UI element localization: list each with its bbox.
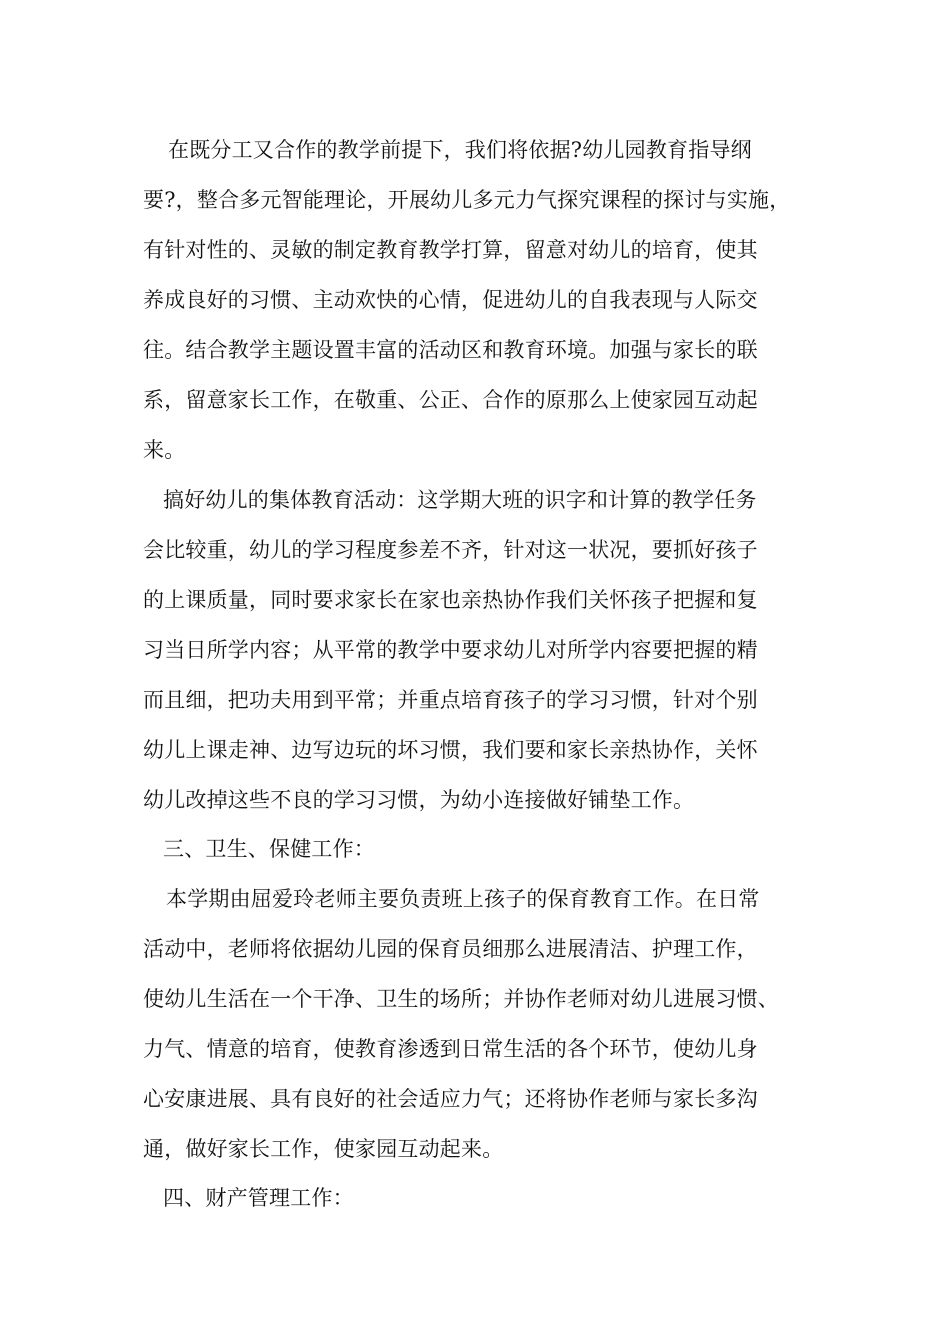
paragraph-3-line-5: 心安康进展、具有良好的社会适应力气；还将协作老师与家长多沟: [143, 1087, 758, 1111]
paragraph-1-line-3: 有针对性的、灵敏的制定教育教学打算，留意对幼儿的培育，使其: [143, 238, 758, 262]
paragraph-2-line-1: 搞好幼儿的集体教育活动：这学期大班的识字和计算的教学任务: [163, 488, 757, 512]
paragraph-3-line-4: 力气、情意的培育，使教育渗透到日常生活的各个环节，使幼儿身: [143, 1037, 758, 1061]
paragraph-1-line-2: 要?，整合多元智能理论，开展幼儿多元力气探究课程的探讨与实施，: [143, 188, 791, 212]
paragraph-3-line-1: 本学期由屈爱玲老师主要负责班上孩子的保育教育工作。在日常: [166, 887, 760, 911]
paragraph-2-line-6: 幼儿上课走神、边写边玩的坏习惯，我们要和家长亲热协作，关怀: [143, 738, 758, 762]
paragraph-1-line-7: 来。: [143, 438, 186, 462]
paragraph-2-line-3: 的上课质量，同时要求家长在家也亲热协作我们关怀孩子把握和复: [143, 588, 758, 612]
paragraph-3-line-2: 活动中，老师将依据幼儿园的保育员细那么进展清洁、护理工作，: [143, 937, 758, 961]
section-heading-hygiene: 三、卫生、保健工作：: [163, 837, 375, 861]
paragraph-1-line-1: 在既分工又合作的教学前提下，我们将依据?幼儿园教育指导纲: [168, 138, 752, 162]
paragraph-3-line-6: 通，做好家长工作，使家园互动起来。: [143, 1137, 504, 1161]
paragraph-2-line-7: 幼儿改掉这些不良的学习习惯，为幼小连接做好铺垫工作。: [143, 788, 695, 812]
paragraph-1-line-5: 往。结合教学主题设置丰富的活动区和教育环境。加强与家长的联: [143, 338, 758, 362]
paragraph-2-line-2: 会比较重，幼儿的学习程度参差不齐，针对这一状况，要抓好孩子: [143, 538, 758, 562]
paragraph-2-line-5: 而且细，把功夫用到平常；并重点培育孩子的学习习惯，针对个别: [143, 688, 758, 712]
section-heading-property: 四、财产管理工作：: [163, 1186, 354, 1210]
paragraph-1-line-6: 系，留意家长工作，在敬重、公正、合作的原那么上使家园互动起: [143, 388, 758, 412]
paragraph-2-line-4: 习当日所学内容；从平常的教学中要求幼儿对所学内容要把握的精: [143, 638, 758, 662]
paragraph-3-line-3: 使幼儿生活在一个干净、卫生的场所；并协作老师对幼儿进展习惯、: [143, 987, 779, 1011]
paragraph-1-line-4: 养成良好的习惯、主动欢快的心情，促进幼儿的自我表现与人际交: [143, 288, 758, 312]
